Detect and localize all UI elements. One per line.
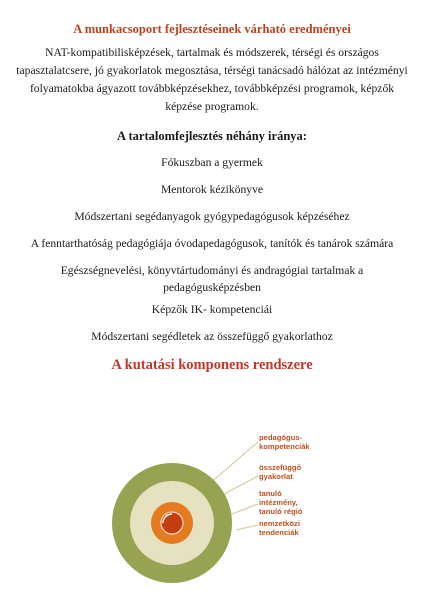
svg-text:nemzetközi: nemzetközi bbox=[259, 519, 300, 528]
section-title: A tartalomfejlesztés néhány iránya: bbox=[117, 129, 307, 143]
list-item: Fókuszban a gyermek bbox=[161, 156, 263, 169]
core-circle bbox=[161, 512, 183, 534]
research-component-diagram bbox=[0, 400, 424, 600]
svg-text:pedagógus-: pedagógus- bbox=[259, 433, 303, 442]
svg-text:tanuló: tanuló bbox=[259, 489, 282, 498]
svg-text:tendenciák: tendenciák bbox=[259, 528, 299, 537]
svg-text:kompetenciák: kompetenciák bbox=[259, 442, 310, 451]
label-osszefuggo bbox=[259, 463, 302, 481]
list-item: A fenntarthatóság pedagógiája óvodapedagógusok, tanítók és tanárok számára bbox=[30, 237, 394, 250]
label-nemzetkozi bbox=[259, 519, 300, 537]
page-heading: A munkacsoport fejlesztéseinek várható eredményei bbox=[73, 22, 351, 36]
svg-text:tanuló régió: tanuló régió bbox=[259, 507, 303, 516]
intro-paragraph: NAT-kompatibilisképzések, tartalmak és módszerek, térségi és országos tapasztalatcsere, jó gyakorlatok megosztása, térségi tanácsadó hálózat az intézményi folyamatokba ágyazott továbbképzésekhez, továbbképzési programok, képzők képzése programok. bbox=[16, 46, 408, 113]
list-item: Mentorok kézikönyve bbox=[160, 183, 264, 196]
list-item: Módszertani segédanyagok gyógypedagógusok képzéséhez bbox=[74, 210, 350, 223]
svg-text:összefüggő: összefüggő bbox=[259, 463, 302, 472]
svg-text:gyakorlat: gyakorlat bbox=[259, 472, 293, 481]
list-item: Módszertani segédletek az összefüggő gyakorlathoz bbox=[91, 330, 333, 343]
leader-line bbox=[236, 525, 258, 530]
label-tanulo bbox=[259, 489, 303, 516]
label-pedagogus bbox=[259, 433, 310, 451]
list-item: Egészségnevelési, könyvtártudományi és andragógiai tartalmak a pedagógusképzésben bbox=[60, 264, 364, 294]
svg-text:intézmény,: intézmény, bbox=[259, 498, 298, 507]
list-item: Képzők IK- kompetenciái bbox=[151, 303, 273, 316]
diagram-title: A kutatási komponens rendszere bbox=[111, 357, 313, 373]
